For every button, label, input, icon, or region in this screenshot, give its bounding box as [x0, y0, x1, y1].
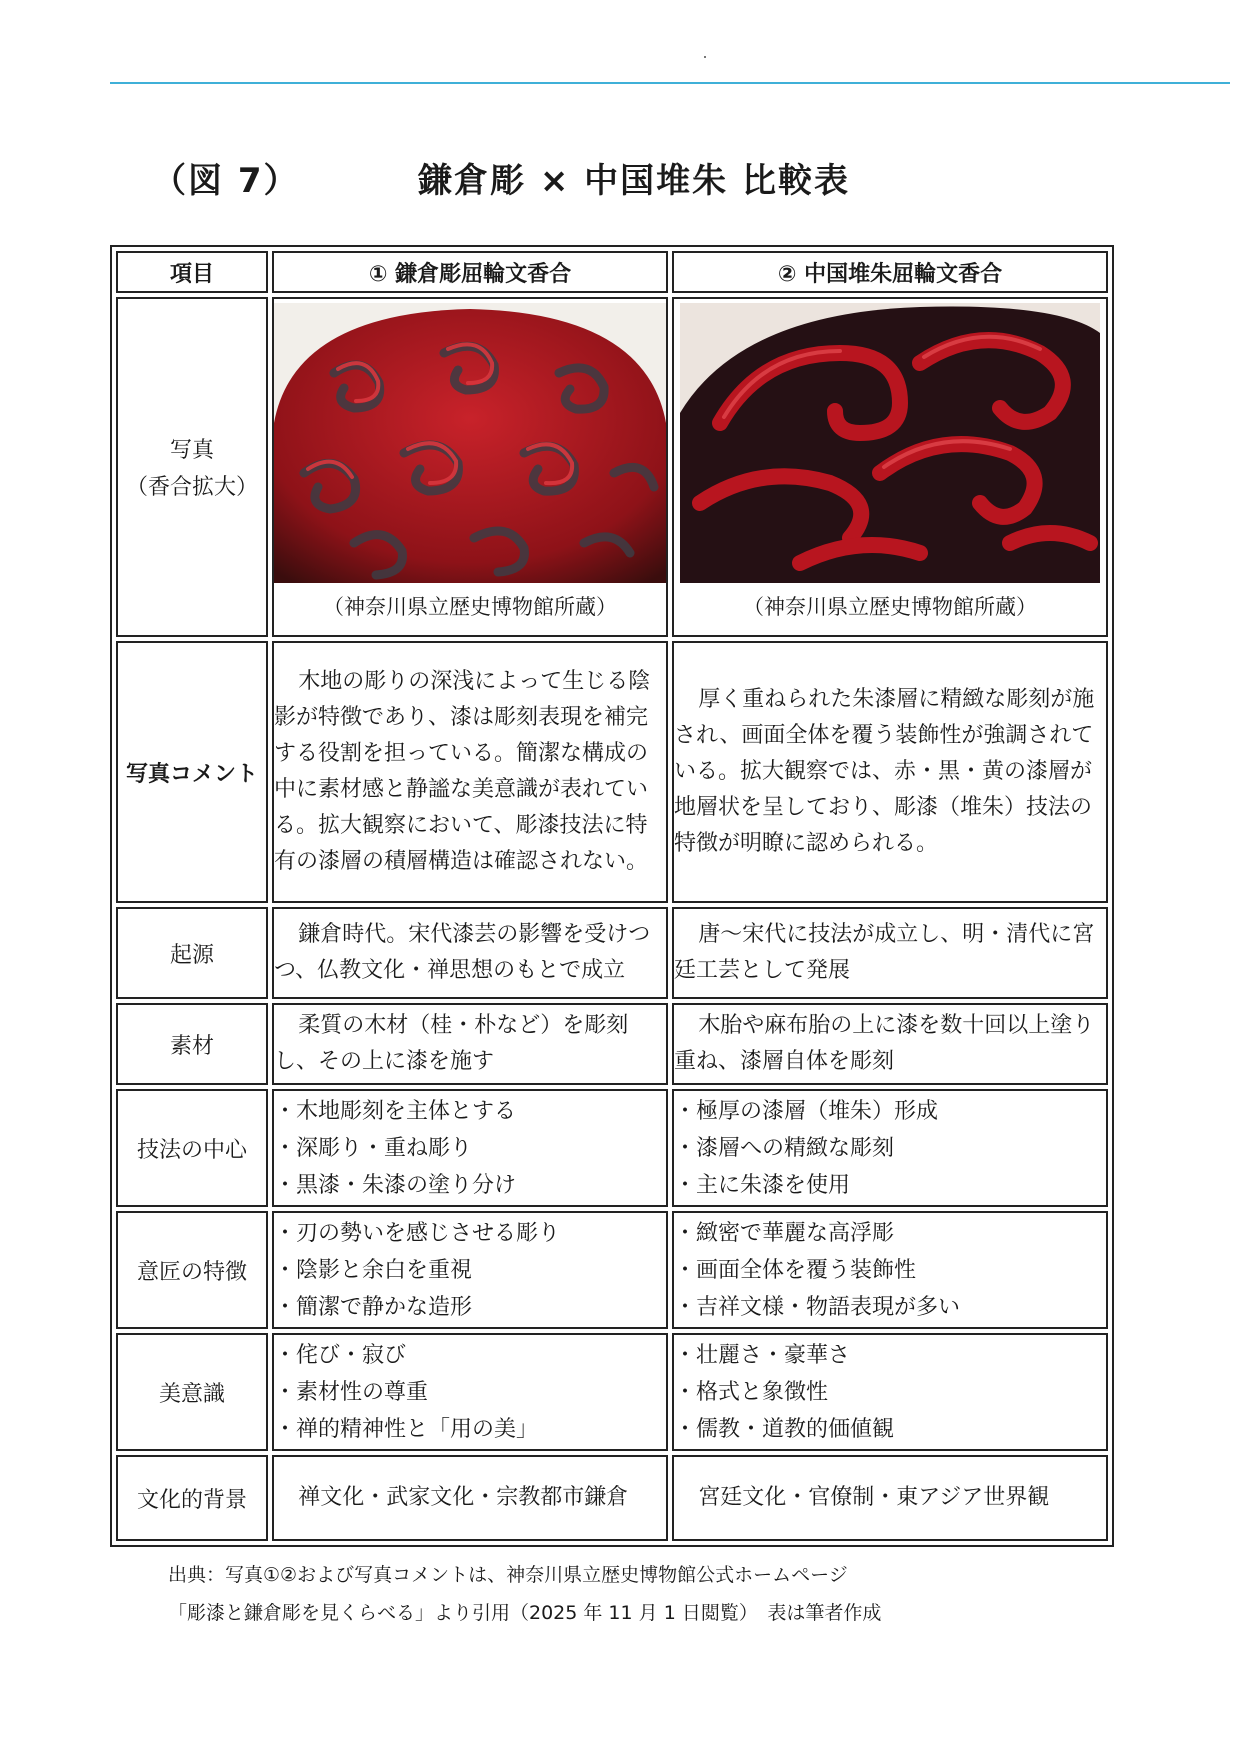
culture-kamakurabori: [272, 1455, 668, 1541]
list-item: ・簡潔で静かな造形: [274, 1294, 473, 1320]
header-item: 項目: [116, 251, 268, 293]
material-kamakurabori-text: 柔質の木材（桂・朴など）を彫刻し、その上に漆を施す: [274, 1013, 629, 1074]
culture-tsuishu: [672, 1455, 1108, 1541]
technique-row-label: 技法の中心: [116, 1089, 268, 1207]
photo-row: [116, 297, 1108, 637]
list-item: ・緻密で華麗な高浮彫: [674, 1220, 895, 1246]
figure-label: （図 7）: [152, 161, 300, 201]
origin-kamakurabori-text: 鎌倉時代。宋代漆芸の影響を受けつつ、仏教文化・禅思想のもとで成立: [274, 922, 651, 983]
figure-title: 鎌倉彫 × 中国堆朱 比較表: [418, 161, 850, 201]
design-row: [116, 1211, 1108, 1329]
photo-cell-tsuishu: [672, 297, 1108, 637]
list-item: ・素材性の尊重: [274, 1379, 429, 1405]
technique-row: [116, 1089, 1108, 1207]
list-item: ・吉祥文様・物語表現が多い: [674, 1294, 961, 1320]
culture-kamakurabori-text: 禅文化・武家文化・宗教都市鎌倉: [298, 1485, 629, 1510]
material-row: [116, 1003, 1108, 1085]
design-kamakurabori: [272, 1211, 668, 1329]
material-tsuishu: [672, 1003, 1108, 1085]
origin-row: [116, 907, 1108, 999]
comment-row: [116, 641, 1108, 903]
list-item: ・禅的精神性と「用の美」: [274, 1416, 539, 1442]
photo-label-line2: （香合拡大）: [125, 475, 258, 500]
list-item: ・黒漆・朱漆の塗り分け: [274, 1172, 517, 1198]
list-item: ・画面全体を覆う装飾性: [674, 1257, 917, 1283]
comment-tsuishu: [672, 641, 1108, 903]
origin-tsuishu: [672, 907, 1108, 999]
photo-cell-kamakurabori: [272, 297, 668, 637]
list-item: ・儒教・道教的価値観: [674, 1416, 895, 1442]
aesthetic-row-label: 美意識: [116, 1333, 268, 1451]
photo-caption-kamakurabori: （神奈川県立歴史博物館所蔵）: [323, 595, 617, 619]
photo-caption-tsuishu: （神奈川県立歴史博物館所蔵）: [743, 595, 1037, 619]
comment-row-label: 写真コメント: [116, 641, 268, 903]
comment-kamakurabori-text: 木地の彫りの深浅によって生じる陰影が特徴であり、漆は彫刻表現を補完する役割を担っている。簡潔な構成の中に素材感と静謐な美意識が表れている。拡大観察において、彫漆技法に特有の漆層の積層構造は確認されない。: [274, 669, 651, 874]
aesthetic-kamakurabori: [272, 1333, 668, 1451]
photo-tsuishu: [680, 303, 1100, 583]
origin-row-label: 起源: [116, 907, 268, 999]
culture-row-label: 文化的背景: [116, 1455, 268, 1541]
header-kamakurabori: ① 鎌倉彫屈輪文香合: [272, 251, 668, 293]
origin-tsuishu-text: 唐～宋代に技法が成立し、明・清代に宮廷工芸として発展: [674, 922, 1095, 983]
material-tsuishu-text: 木胎や麻布胎の上に漆を数十回以上塗り重ね、漆層自体を彫刻: [674, 1013, 1095, 1074]
photo-label-line1: 写真: [169, 438, 214, 463]
origin-kamakurabori: [272, 907, 668, 999]
kamakurabori-guri-photo: [274, 303, 666, 583]
photo-kamakurabori: [274, 303, 666, 583]
technique-tsuishu: [672, 1089, 1108, 1207]
aesthetic-tsuishu: [672, 1333, 1108, 1451]
header-tsuishu: ② 中国堆朱屈輪文香合: [672, 251, 1108, 293]
list-item: ・壮麗さ・豪華さ: [674, 1342, 851, 1368]
source-line-2: 「彫漆と鎌倉彫を見くらべる」より引用（2025 年 11 月 1 日閲覧） 表は筆者作成: [168, 1602, 882, 1624]
photo-row-label: [116, 297, 268, 637]
list-item: ・格式と象徴性: [674, 1379, 829, 1405]
design-row-label: 意匠の特徴: [116, 1211, 268, 1329]
list-item: ・深彫り・重ね彫り: [274, 1135, 473, 1161]
list-item: ・主に朱漆を使用: [674, 1172, 851, 1198]
scan-speck: [704, 56, 706, 58]
list-item: ・陰影と余白を重視: [274, 1257, 473, 1283]
technique-kamakurabori: [272, 1089, 668, 1207]
design-tsuishu: [672, 1211, 1108, 1329]
tsuishu-guri-photo: [680, 303, 1100, 583]
material-kamakurabori: [272, 1003, 668, 1085]
list-item: ・侘び・寂び: [274, 1342, 407, 1368]
header-row: [116, 251, 1108, 293]
list-item: ・刃の勢いを感じさせる彫り: [274, 1220, 561, 1246]
culture-row: [116, 1455, 1108, 1541]
list-item: ・木地彫刻を主体とする: [274, 1098, 517, 1124]
source-note: [168, 1556, 881, 1632]
culture-tsuishu-text: 宮廷文化・官僚制・東アジア世界観: [698, 1485, 1050, 1510]
list-item: ・漆層への精緻な彫刻: [674, 1135, 895, 1161]
header-rule: [110, 82, 1230, 84]
list-item: ・極厚の漆層（堆朱）形成: [674, 1098, 939, 1124]
material-row-label: 素材: [116, 1003, 268, 1085]
comment-tsuishu-text: 厚く重ねられた朱漆層に精緻な彫刻が施され、画面全体を覆う装飾性が強調されている。拡大観察では、赤・黒・黄の漆層が地層状を呈しており、彫漆（堆朱）技法の特徴が明瞭に認められる。: [674, 687, 1095, 856]
comment-kamakurabori: [272, 641, 668, 903]
aesthetic-row: [116, 1333, 1108, 1451]
comparison-table: [110, 245, 1114, 1547]
source-line-1: 出典：写真①②および写真コメントは、神奈川県立歴史博物館公式ホームページ: [168, 1564, 848, 1586]
